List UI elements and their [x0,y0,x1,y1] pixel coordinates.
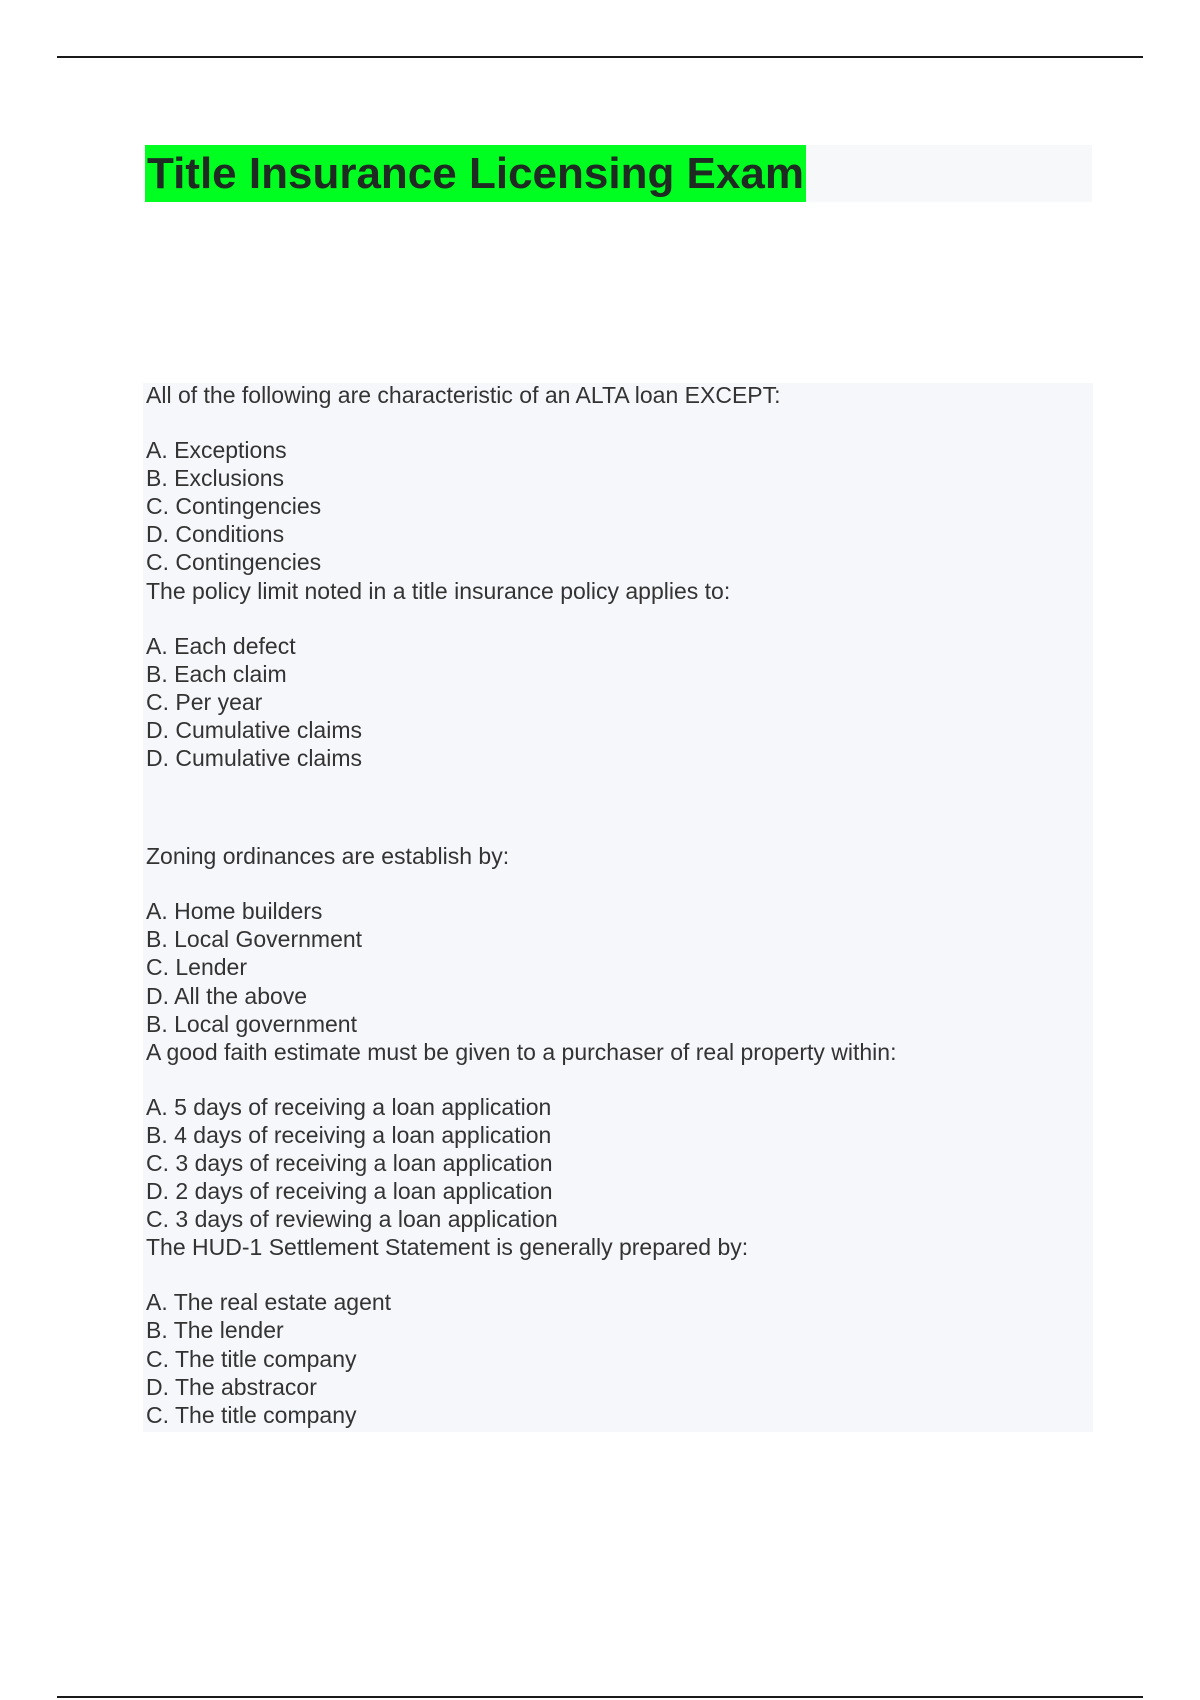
answer-option: B. The lender [146,1317,284,1344]
answer-option: B. Each claim [146,660,287,687]
question-prompt: The policy limit noted in a title insurance policy applies to: [146,577,731,604]
answer-option: A. Exceptions [146,437,287,464]
correct-answer: C. The title company [146,1401,357,1428]
answer-option: C. The title company [146,1345,357,1372]
correct-answer: D. Cumulative claims [146,745,362,772]
bottom-rule [57,1696,1143,1698]
question-block [146,842,1086,1038]
question-prompt: Zoning ordinances are establish by: [146,843,510,870]
answer-option: B. Exclusions [146,465,285,492]
answer-option: C. Lender [146,954,248,981]
correct-answer: C. Contingencies [146,549,322,576]
question-block [146,577,1086,773]
answer-option: A. Home builders [146,898,323,925]
answer-option: A. 5 days of receiving a loan application [146,1093,552,1120]
question-prompt: The HUD-1 Settlement Statement is generally prepared by: [146,1234,749,1261]
answer-option: B. Local Government [146,926,363,953]
answer-option: D. All the above [146,982,308,1009]
answer-option: D. 2 days of receiving a loan application [146,1178,553,1205]
answer-option: D. Cumulative claims [146,716,362,743]
answer-option: B. 4 days of receiving a loan application [146,1121,552,1148]
correct-answer: C. 3 days of reviewing a loan application [146,1206,558,1233]
correct-answer: B. Local government [146,1010,357,1037]
question-block [146,1233,1086,1429]
top-rule [57,56,1143,58]
page-title: Title Insurance Licensing Exam [145,145,806,202]
answer-option: D. The abstracor [146,1373,317,1400]
question-block [146,381,1086,577]
question-prompt: All of the following are characteristic of an ALTA loan EXCEPT: [146,382,781,408]
answer-option: C. 3 days of receiving a loan application [146,1149,553,1176]
question-block [146,1038,1086,1234]
answer-option: A. Each defect [146,632,296,659]
answer-option: A. The real estate agent [146,1289,392,1316]
answer-option: C. Per year [146,688,263,715]
answer-option: C. Contingencies [146,493,322,520]
answer-option: D. Conditions [146,521,285,548]
question-prompt: A good faith estimate must be given to a purchaser of real property within: [146,1038,897,1065]
question-list [146,381,1086,1429]
